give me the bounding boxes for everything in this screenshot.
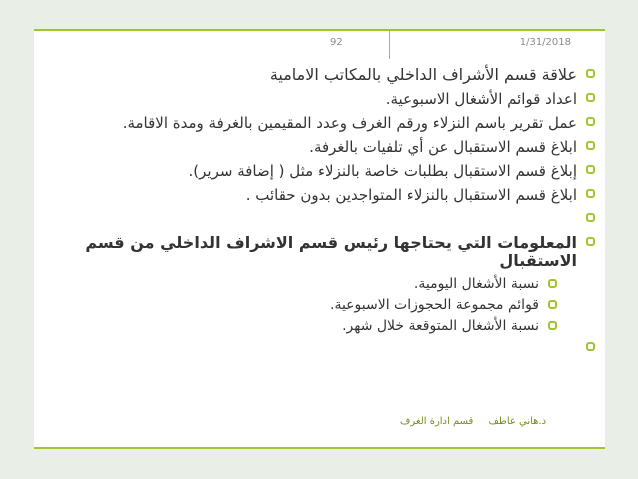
bullet-item	[70, 114, 595, 132]
slide-date: 1/31/2018	[519, 37, 571, 48]
square-bullet-icon	[586, 69, 595, 78]
bullet-item	[70, 162, 595, 180]
square-bullet-icon	[586, 213, 595, 222]
bullet-text: عمل تقرير باسم النزلاء ورقم الغرف وعدد المقيمين بالغرفة ومدة الاقامة.	[122, 114, 577, 132]
sub-bullet-text: قوائم مجموعة الحجوزات الاسبوعية.	[330, 297, 539, 313]
square-bullet-icon	[586, 342, 595, 351]
bullet-heading	[70, 234, 595, 270]
bullet-text: اعداد قوائم الأشغال الاسبوعية.	[385, 90, 577, 108]
square-bullet-icon	[548, 321, 557, 330]
bullet-item	[70, 138, 595, 156]
bullet-text: ابلاغ قسم الاستقبال عن أي تلفيات بالغرفة.	[309, 138, 577, 156]
square-bullet-icon	[586, 237, 595, 246]
bullet-item-empty	[70, 210, 595, 228]
header-divider	[389, 31, 390, 59]
slide-footer	[400, 416, 546, 427]
square-bullet-icon	[586, 189, 595, 198]
bullet-item	[70, 90, 595, 108]
square-bullet-icon	[586, 165, 595, 174]
slide-content	[70, 66, 595, 363]
square-bullet-icon	[586, 141, 595, 150]
sub-bullet-text: نسبة الأشغال اليومية.	[413, 276, 539, 292]
square-bullet-icon	[548, 300, 557, 309]
bullet-text: إبلاغ قسم الاستقبال بطلبات خاصة بالنزلاء مثل ( إضافة سرير).	[188, 162, 577, 180]
sub-bullet-item	[70, 297, 595, 313]
square-bullet-icon	[586, 117, 595, 126]
bullet-text: علاقة قسم الأشراف الداخلي بالمكاتب الامامية	[269, 65, 577, 84]
sub-bullet-item	[70, 318, 595, 334]
bullet-item-empty	[70, 339, 595, 357]
sub-bullet-text: نسبة الأشغال المتوقعة خلال شهر.	[342, 318, 539, 334]
square-bullet-icon	[586, 93, 595, 102]
bullet-text: المعلومات التي يحتاجها رئيس قسم الاشراف الداخلي من قسم الاستقبال	[85, 233, 577, 270]
bullet-item	[70, 66, 595, 84]
bullet-item	[70, 186, 595, 204]
page-number: 92	[330, 37, 343, 48]
bullet-text: ابلاغ قسم الاستقبال بالنزلاء المتواجدين بدون حقائب .	[245, 186, 577, 204]
sub-bullet-item	[70, 276, 595, 292]
square-bullet-icon	[548, 279, 557, 288]
footer-department: قسم ادارة الغرف	[400, 416, 474, 427]
footer-author: د.هاني عاطف	[488, 416, 547, 427]
